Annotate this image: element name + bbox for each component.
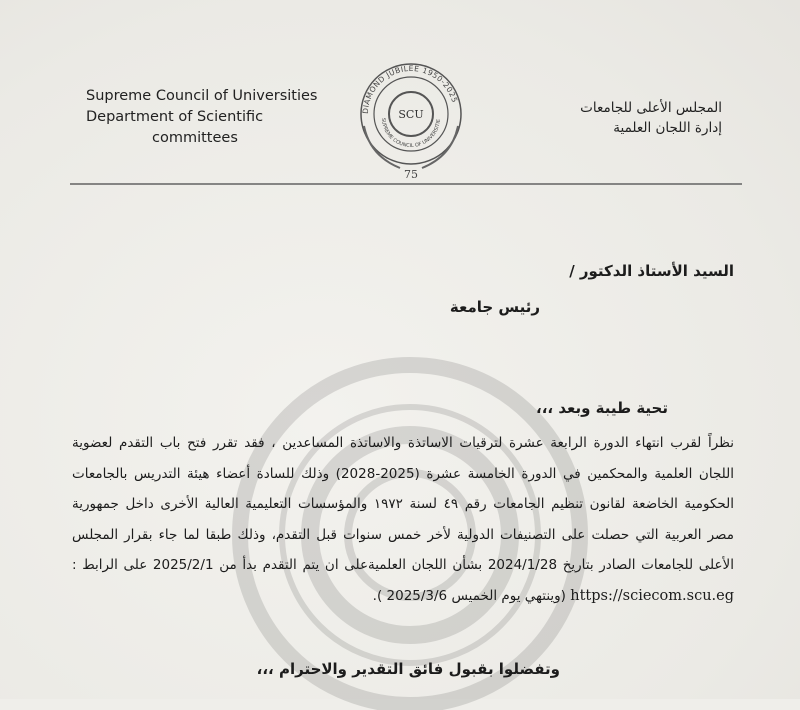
application-link[interactable]: https://sciecom.scu.eg — [570, 587, 734, 604]
arabic-header-line2: إدارة اللجان العلمية — [613, 120, 722, 136]
body-line: نظراً لقرب انتهاء الدورة الرابعة عشرة لترقيات الاساتذة والاساتذة المساعدين ، فقد تقرر فتح باب التقدم لعضوية — [72, 435, 734, 451]
scu-jubilee-logo — [350, 56, 472, 186]
header-divider — [70, 183, 742, 185]
body-line: اللجان العلمية والمحكمين في الدورة الخامسة عشرة (2025-2028) وذلك للسادة أعضاء هيئة التدريس بالجامعات — [72, 465, 734, 482]
arabic-header — [462, 98, 722, 138]
body-line: الحكومية الخاضعة لقانون تنظيم الجامعات رقم ٤٩ لسنة ١٩٧٢ والمؤسسات التعليمية العالية الأخرى داخل جمهورية — [72, 496, 734, 512]
end-date-note: (وينتهي يوم الخميس 2025/3/6 ). — [372, 587, 566, 604]
letter-body — [72, 428, 734, 611]
body-line: مصر العربية التي حصلت على التصنيفات الدولية لأخر خمس سنوات قبل التقدم، وذلك طبقا لما جاء بقرار المجلس — [72, 526, 734, 543]
english-header-line3: committees — [152, 130, 238, 146]
svg-text:DIAMOND JUBILEE 1950-2025 — [361, 64, 459, 114]
arabic-header-line1: المجلس الأعلى للجامعات — [580, 100, 722, 116]
logo-center-text: SCU — [398, 108, 424, 121]
addressee: السيد الأستاذ الدكتور / — [569, 262, 734, 280]
english-header-line1: Supreme Council of Universities — [86, 88, 318, 104]
english-header — [86, 86, 326, 149]
logo-ring-text: SUPREME COUNCIL OF UNIVERSITIE — [379, 117, 443, 150]
recipient-title: رئيس جامعة — [449, 298, 540, 316]
logo-arc-text: DIAMOND JUBILEE 1950-2025 — [360, 63, 460, 115]
greeting: تحية طيبة وبعد ،،، — [536, 399, 668, 417]
english-header-line2: Department of Scientific — [86, 109, 264, 125]
body-line: الأعلى للجامعات الصادر بتاريخ 2024/1/28 بشأن اللجان العلميةعلى ان يتم التقدم بدأ من 2025/2/1 على الرابط : — [72, 557, 734, 573]
closing-phrase: وتفضلوا بقبول فائق التقدير والاحترام ،،، — [256, 660, 560, 678]
logo-number: 75 — [404, 168, 418, 181]
body-last-line — [72, 581, 734, 612]
